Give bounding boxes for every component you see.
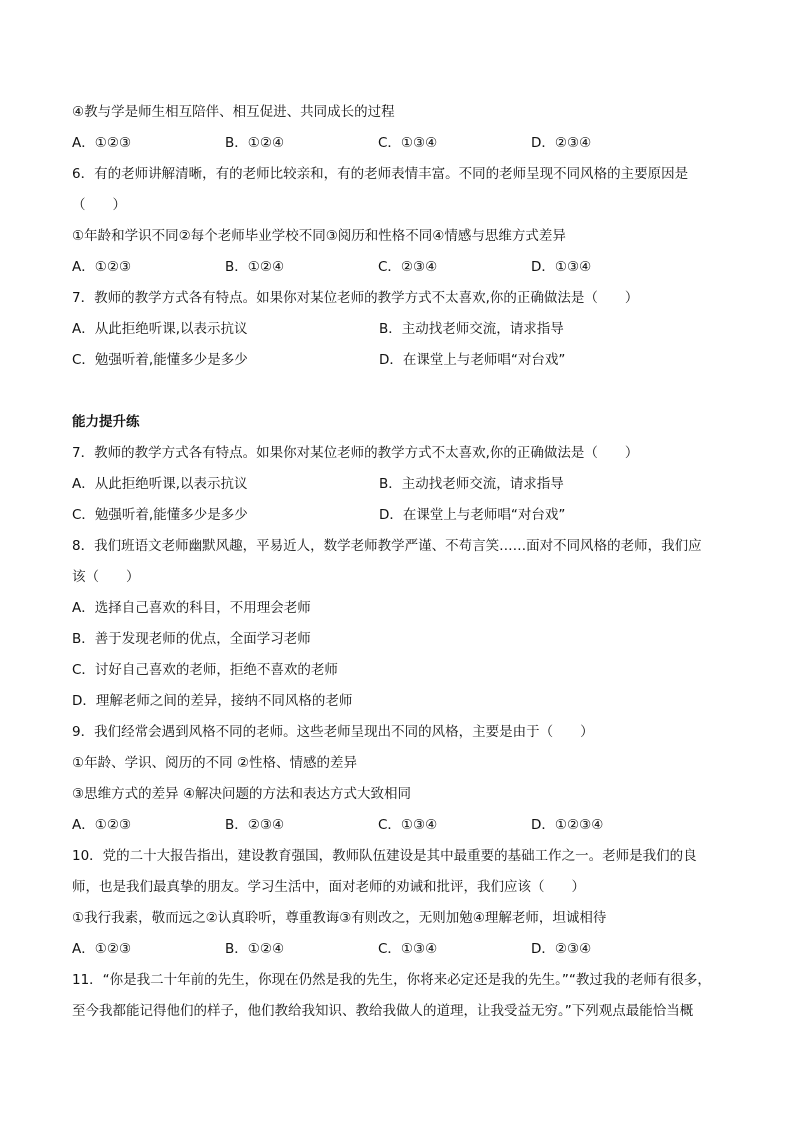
q7-stem: 7．教师的教学方式各有特点。如果你对某位老师的教学方式不太喜欢,你的正确做法是（ ） bbox=[72, 290, 639, 306]
question-list bbox=[72, 100, 732, 1030]
q7b-options-row1 bbox=[72, 472, 732, 503]
q5-item-4: ④教与学是师生相互陪伴、相互促进、共同成长的过程 bbox=[72, 104, 395, 120]
q8-option-d: D．理解老师之间的差异，接纳不同风格的老师 bbox=[72, 693, 353, 709]
q6-stem-cont: （ ） bbox=[72, 197, 126, 213]
q6-options bbox=[72, 255, 732, 286]
q6-option-d: D．①③④ bbox=[531, 259, 592, 275]
section-heading: 能力提升练 bbox=[72, 414, 140, 430]
q5-option-c: C．①③④ bbox=[378, 135, 438, 151]
q6-option-c: C．②③④ bbox=[378, 259, 438, 275]
q6-option-a: A．①②③ bbox=[72, 259, 132, 275]
q5-option-d: D．②③④ bbox=[531, 135, 592, 151]
q9-options bbox=[72, 813, 732, 844]
q6-option-b: B．①②④ bbox=[225, 259, 285, 275]
q9-option-c: C．①③④ bbox=[378, 817, 438, 833]
q5-options bbox=[72, 131, 732, 162]
q10-options bbox=[72, 937, 732, 968]
q7b-option-d: D．在课堂上与老师唱“对台戏” bbox=[379, 507, 566, 523]
q7b-option-c: C．勉强听着,能懂多少是多少 bbox=[72, 507, 248, 523]
q8-option-a: A．选择自己喜欢的科目，不用理会老师 bbox=[72, 600, 311, 616]
q11-stem-cont: 至今我都能记得他们的样子，他们教给我知识、教给我做人的道理，让我受益无穷。”下列观点最能恰当概 bbox=[72, 1003, 694, 1019]
q10-items: ①我行我素，敬而远之②认真聆听，尊重教诲③有则改之，无则加勉④理解老师，坦诚相待 bbox=[72, 910, 607, 926]
q7-option-d: D．在课堂上与老师唱“对台戏” bbox=[379, 352, 566, 368]
q9-option-a: A．①②③ bbox=[72, 817, 132, 833]
q9-items-1: ①年龄、学识、阅历的不同 ②性格、情感的差异 bbox=[72, 755, 357, 771]
q8-stem-cont: 该（ ） bbox=[72, 569, 140, 585]
q9-stem: 9．我们经常会遇到风格不同的老师。这些老师呈现出不同的风格，主要是由于（ ） bbox=[72, 724, 594, 740]
q7b-options-row2 bbox=[72, 503, 732, 534]
q10-option-c: C．①③④ bbox=[378, 941, 438, 957]
q7-options-row1 bbox=[72, 317, 732, 348]
q9-items-2: ③思维方式的差异 ④解决问题的方法和表达方式大致相同 bbox=[72, 786, 411, 802]
q10-stem-cont: 师，也是我们最真挚的朋友。学习生活中，面对老师的劝诫和批评，我们应该（ ） bbox=[72, 879, 585, 895]
q6-items: ①年龄和学识不同②每个老师毕业学校不同③阅历和性格不同④情感与思维方式差异 bbox=[72, 228, 566, 244]
q7-options-row2 bbox=[72, 348, 732, 379]
q7b-stem: 7．教师的教学方式各有特点。如果你对某位老师的教学方式不太喜欢,你的正确做法是（ ） bbox=[72, 445, 639, 461]
q7-option-a: A．从此拒绝听课,以表示抗议 bbox=[72, 321, 248, 337]
q10-option-b: B．①②④ bbox=[225, 941, 285, 957]
q5-option-a: A．①②③ bbox=[72, 135, 132, 151]
q5-option-b: B．①②④ bbox=[225, 135, 285, 151]
q11-stem: 11．“你是我二十年前的先生，你现在仍然是我的先生，你将来必定还是我的先生。”“教过我的老师有很多， bbox=[72, 972, 711, 988]
q8-option-b: B．善于发现老师的优点，全面学习老师 bbox=[72, 631, 311, 647]
q7-option-c: C．勉强听着,能懂多少是多少 bbox=[72, 352, 248, 368]
q6-stem: 6．有的老师讲解清晰，有的老师比较亲和，有的老师表情丰富。不同的老师呈现不同风格的主要原因是 bbox=[72, 166, 689, 182]
q10-option-d: D．②③④ bbox=[531, 941, 592, 957]
q8-stem: 8．我们班语文老师幽默风趣，平易近人，数学老师教学严谨、不苟言笑……面对不同风格的老师，我们应 bbox=[72, 538, 702, 554]
q7b-option-b: B．主动找老师交流，请求指导 bbox=[379, 476, 564, 492]
q10-option-a: A．①②③ bbox=[72, 941, 132, 957]
q8-option-c: C．讨好自己喜欢的老师，拒绝不喜欢的老师 bbox=[72, 662, 338, 678]
q9-option-b: B．②③④ bbox=[225, 817, 285, 833]
q7-option-b: B．主动找老师交流，请求指导 bbox=[379, 321, 564, 337]
q10-stem: 10．党的二十大报告指出，建设教育强国，教师队伍建设是其中最重要的基础工作之一。老师是我们的良 bbox=[72, 848, 697, 864]
q9-option-d: D．①②③④ bbox=[531, 817, 604, 833]
q7b-option-a: A．从此拒绝听课,以表示抗议 bbox=[72, 476, 248, 492]
